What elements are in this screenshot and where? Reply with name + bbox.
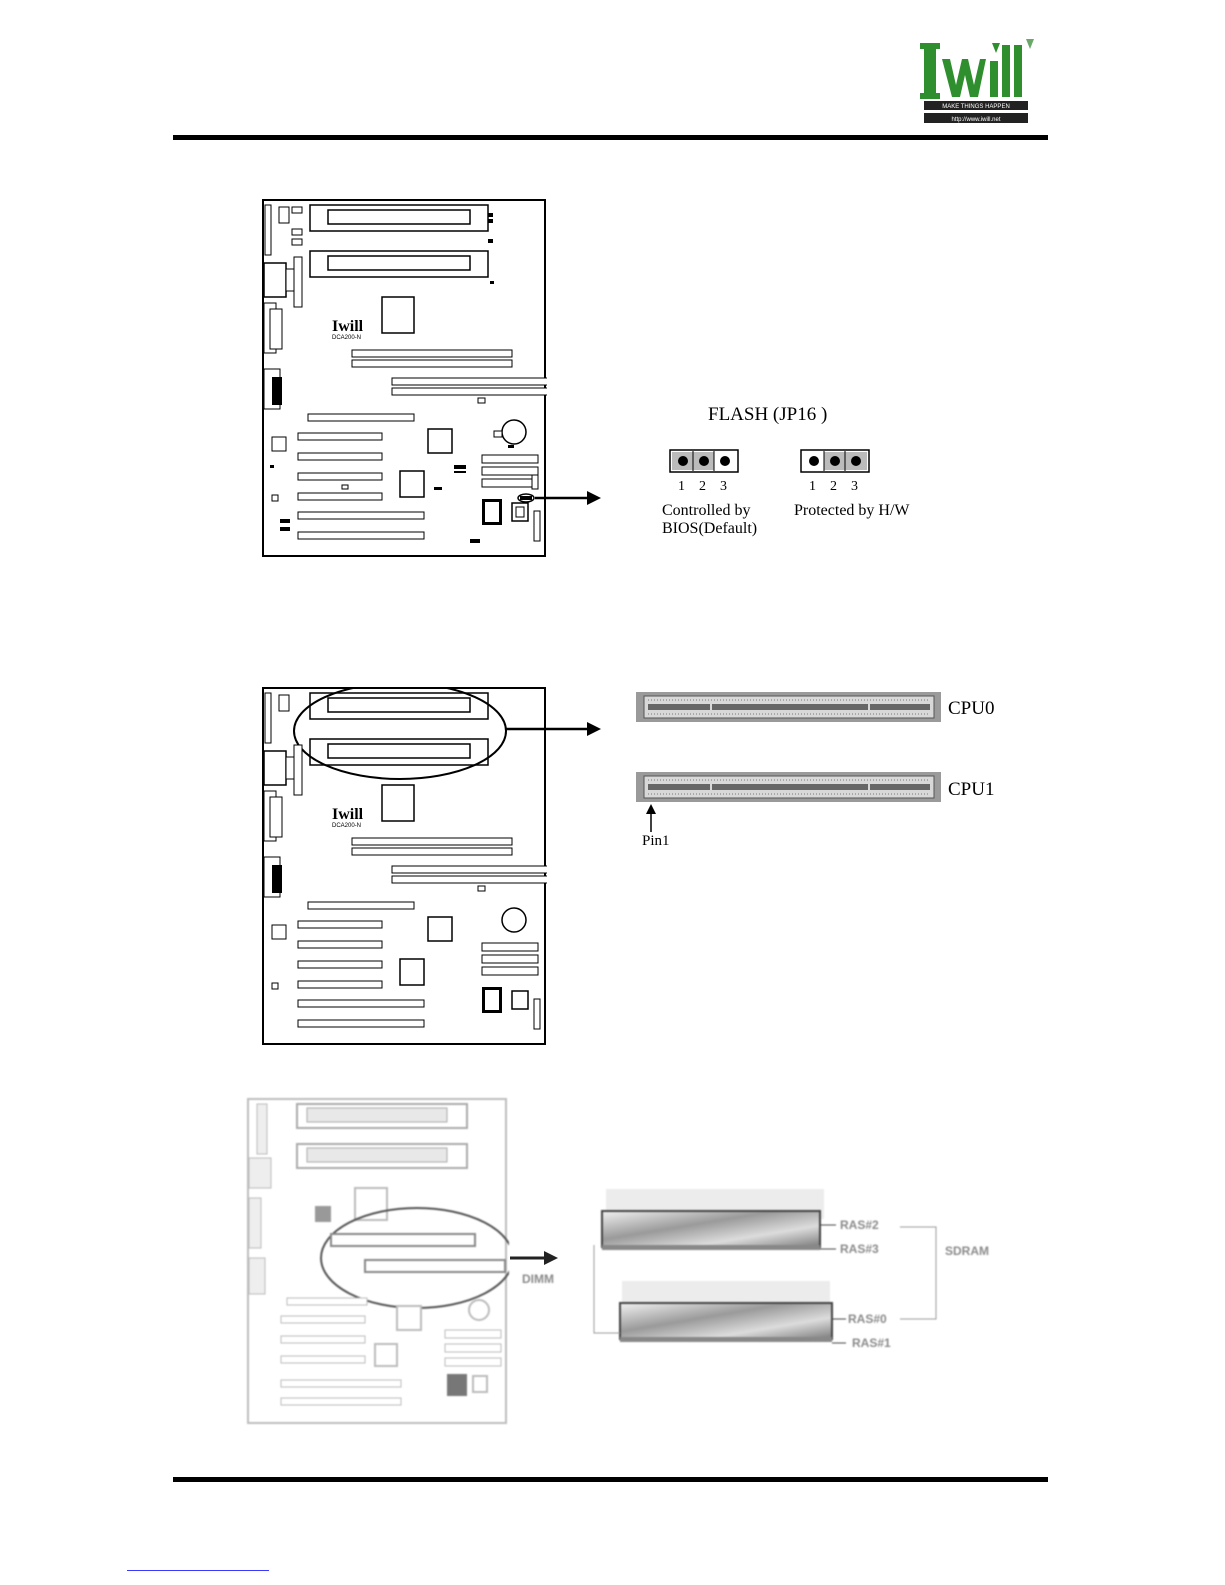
footer-link-underline	[127, 1570, 269, 1571]
iwill-logo	[918, 35, 1038, 130]
jumper-hw	[800, 449, 872, 475]
dimm-modules	[580, 1185, 1040, 1360]
board-model: DCA200-N	[332, 335, 362, 341]
dimm-label-ras0: RAS#0	[848, 1312, 887, 1326]
jumper-hw-pin-1: 1	[809, 479, 816, 494]
motherboard-diagram-flash	[262, 199, 547, 559]
board-brand: Iwill	[332, 318, 364, 335]
dimm-label-sdram: SDRAM	[945, 1244, 989, 1258]
pin1-arrow	[644, 804, 658, 832]
cpu0-slot	[636, 690, 946, 724]
jumper-hw-pin-2: 2	[830, 479, 837, 494]
dimm-arrow	[510, 1248, 560, 1268]
cpu1-label: CPU1	[948, 779, 995, 800]
logo-url: http://www.iwill.net	[951, 117, 1001, 123]
logo-tagline: MAKE THINGS HAPPEN	[942, 104, 1010, 110]
board-brand: Iwill	[332, 806, 364, 823]
jumper-hw-pin-3: 3	[851, 479, 858, 494]
dimm-label-dimm: DIMM	[522, 1272, 554, 1286]
option-bios-line1: Controlled by	[662, 502, 751, 519]
dimm-label-ras1: RAS#1	[852, 1336, 891, 1350]
header-rule	[173, 135, 1048, 140]
dimm-label-ras3: RAS#3	[840, 1242, 879, 1256]
footer-rule	[173, 1477, 1048, 1482]
cpu1-slot	[636, 770, 946, 804]
jumper-bios	[669, 449, 741, 475]
option-bios-line2: BIOS(Default)	[662, 520, 758, 537]
jumper-bios-pin-3: 3	[720, 479, 727, 494]
cpu0-label: CPU0	[948, 698, 995, 719]
jumper-bios-pin-1: 1	[678, 479, 685, 494]
flash-arrow	[535, 488, 605, 508]
motherboard-diagram-dimm	[247, 1098, 509, 1426]
cpu-arrow	[505, 719, 605, 739]
flash-title: FLASH (JP16 )	[708, 404, 828, 425]
pin1-label: Pin1	[642, 833, 670, 849]
motherboard-diagram-cpu	[262, 687, 547, 1047]
dimm-label-ras2: RAS#2	[840, 1218, 879, 1232]
board-model: DCA200-N	[332, 823, 362, 829]
jumper-bios-pin-2: 2	[699, 479, 706, 494]
option-hw: Protected by H/W	[794, 502, 910, 519]
